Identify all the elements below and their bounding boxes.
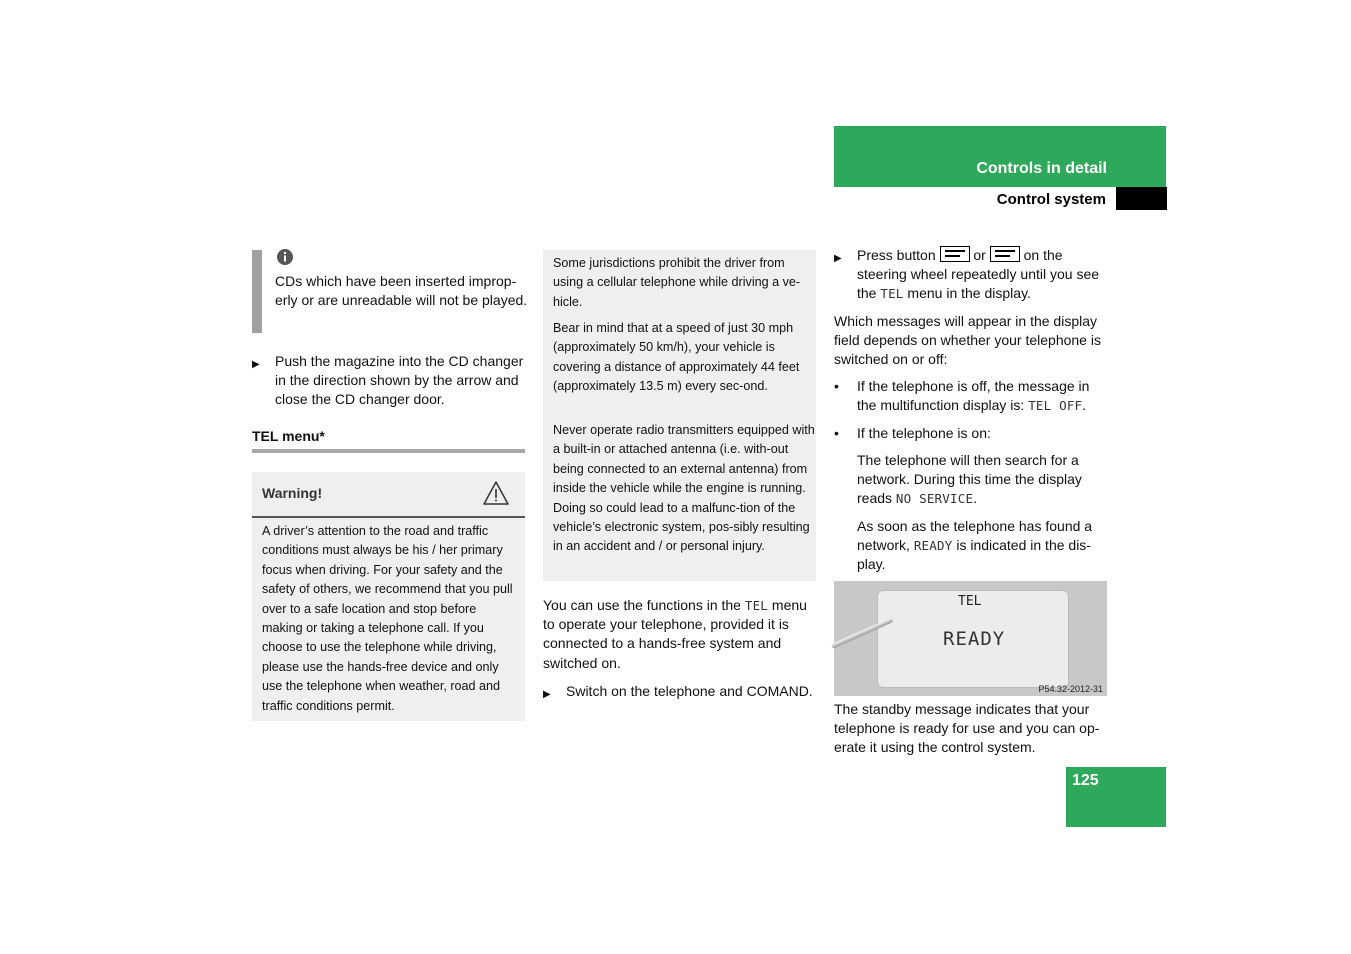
bullet-text bbox=[857, 377, 1109, 415]
steering-button-icon bbox=[990, 246, 1020, 262]
text-span: . bbox=[973, 490, 978, 507]
section-title: Control system bbox=[996, 191, 1106, 208]
text-span: menu in the display. bbox=[903, 285, 1031, 302]
bullet-dot: • bbox=[834, 425, 839, 441]
page-number: 125 bbox=[1072, 772, 1099, 789]
text-span: on the steering wheel repeatedly until you see the bbox=[857, 247, 1100, 302]
info-note-text: CDs which have been inserted improp-erly or are unreadable will not be played. bbox=[275, 273, 528, 309]
note-paragraph: Some jurisdictions prohibit the driver from using a cellular telephone while driving a ve-hicle. bbox=[553, 256, 801, 309]
display-status: READY bbox=[943, 628, 1006, 650]
indented-paragraph bbox=[857, 517, 1112, 575]
note-paragraph: Bear in mind that at a speed of just 30 mph (approximately 50 km/h), your vehicle is covering a distance of approximately 44 feet (approximately 13.5 m) every sec-ond. bbox=[553, 321, 800, 394]
section-marker bbox=[1116, 187, 1167, 210]
display-code-text: TEL OFF bbox=[1028, 398, 1083, 414]
display-code-text: TEL bbox=[744, 598, 769, 613]
step-text: Switch on the telephone and COMAND. bbox=[566, 683, 813, 699]
indented-paragraph bbox=[857, 451, 1112, 509]
heading-rule bbox=[252, 449, 525, 453]
info-icon bbox=[276, 248, 294, 266]
instruction-step bbox=[834, 246, 1114, 304]
bullet-dot: • bbox=[834, 378, 839, 394]
display-code-text: NO SERVICE bbox=[895, 491, 974, 507]
warning-title: Warning! bbox=[262, 485, 323, 501]
text-span: You can use the functions in the bbox=[543, 597, 745, 613]
chapter-title: Controls in detail bbox=[976, 160, 1107, 177]
section-heading: TEL menu* bbox=[252, 428, 325, 444]
text-span: If the telephone is off, the message in the multifunction display is: bbox=[857, 378, 1090, 414]
steering-button-icon bbox=[940, 246, 970, 262]
bullet-item bbox=[834, 377, 1114, 415]
warning-triangle-icon bbox=[482, 480, 510, 506]
bullet-text: If the telephone is on: bbox=[857, 425, 991, 441]
image-reference-code: P54.32-2012-31 bbox=[1038, 684, 1103, 694]
bullet-item bbox=[834, 424, 1114, 443]
image-caption: The standby message indicates that your telephone is ready for use and you can op-erate it using the control system. bbox=[834, 701, 1100, 756]
display-code-text: READY bbox=[913, 538, 953, 554]
text-span: . bbox=[1082, 397, 1087, 414]
body-paragraph: Which messages will appear in the display field depends on whether your telephone is switched on or off: bbox=[834, 313, 1101, 368]
text-span: is indicated in the dis-play. bbox=[857, 537, 1091, 573]
step-text: Push the magazine into the CD changer in the direction shown by the arrow and close the CD changer door. bbox=[275, 353, 524, 408]
instruction-step bbox=[252, 352, 532, 410]
text-span: menu to operate your telephone, provided it is connected to a hands-free system and switched on. bbox=[543, 597, 807, 671]
multifunction-display-image bbox=[834, 581, 1107, 696]
step-arrow-icon: ▶ bbox=[543, 689, 551, 700]
body-paragraph bbox=[543, 596, 821, 673]
warning-divider bbox=[252, 516, 525, 518]
text-span: Press button bbox=[857, 247, 940, 263]
text-span: As soon as the telephone has found a network, bbox=[857, 518, 1093, 554]
step-text bbox=[857, 246, 1109, 304]
instruction-step bbox=[543, 682, 833, 704]
display-menu-label: TEL bbox=[958, 594, 982, 609]
step-arrow-icon: ▶ bbox=[834, 253, 842, 264]
text-span: or bbox=[969, 247, 990, 263]
display-code-text: TEL bbox=[880, 286, 904, 302]
info-note-bar bbox=[252, 250, 262, 333]
step-arrow-icon: ▶ bbox=[252, 359, 260, 370]
note-paragraph: Never operate radio transmitters equipped with a built-in or attached antenna (i.e. with-out being connected to an external antenna) from inside the vehicle while the engine is running. Doing so could lead to a malfunc-tion of the vehicle’s electronic system, pos-sibly resulting in an accident and / or personal injury. bbox=[553, 423, 815, 554]
warning-text: A driver’s attention to the road and traffic conditions must always be his / her primary focus when driving. For your safety and the safety of others, we recommend that you pull over to a safe location and stop before making or taking a telephone call. If you choose to use the telephone while driving, please use the hands-free device and only use the telephone when weather, road and traffic conditions permit. bbox=[262, 524, 513, 713]
text-span: The telephone will then search for a network. During this time the display reads bbox=[857, 452, 1082, 507]
